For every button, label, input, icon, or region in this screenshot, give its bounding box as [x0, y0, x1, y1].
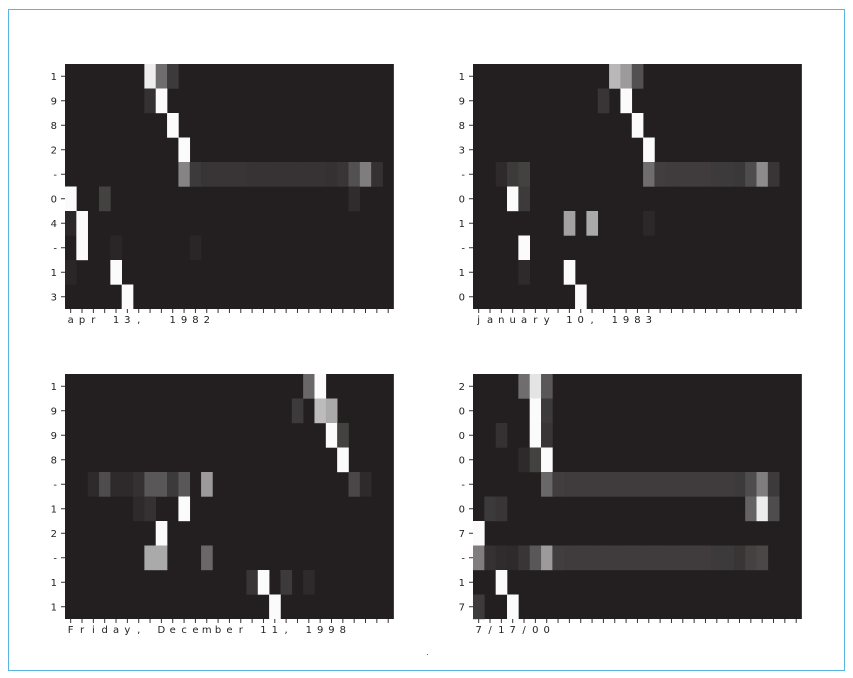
heatmap-cell [496, 497, 508, 522]
heatmap-cell [632, 64, 644, 89]
x-tick-label: F [67, 625, 74, 636]
y-tick-label: 2 [458, 381, 465, 393]
heatmap-cell [133, 497, 145, 522]
heatmap-cell [326, 399, 338, 424]
y-tick-label: 8 [50, 120, 57, 132]
heatmap-cell [598, 546, 610, 571]
x-tick-label: m [201, 625, 212, 636]
x-tick-label: c [181, 625, 187, 636]
x-tick-label: D [157, 625, 166, 636]
heatmap-cell [643, 162, 655, 187]
heatmap-cell [496, 570, 508, 595]
heatmap-cell [167, 64, 179, 89]
heatmap-cell [292, 162, 304, 187]
heatmap-cell [360, 162, 372, 187]
heatmap-cell [99, 187, 111, 212]
heatmap-cell [246, 570, 258, 595]
heatmap-cell [632, 472, 644, 497]
heatmap-cell [688, 546, 700, 571]
heatmap-cell [768, 162, 780, 187]
heatmap-cell [552, 546, 564, 571]
x-tick-label: 1 [305, 625, 312, 636]
y-tick-label: 9 [458, 96, 465, 108]
y-tick-label: 0 [458, 292, 465, 304]
x-tick-label: p [78, 315, 86, 326]
y-tick-label: 7 [458, 602, 465, 614]
heatmap-cell [224, 162, 236, 187]
heatmap-cell [246, 162, 258, 187]
y-tick-label: 7 [458, 528, 465, 540]
heatmap-cell [518, 546, 530, 571]
heatmap-cell [201, 472, 213, 497]
y-tick-label: 1 [458, 218, 465, 230]
heatmap-cell [643, 546, 655, 571]
x-tick-label: 1 [566, 315, 573, 326]
x-tick-label: , [137, 625, 141, 636]
heatmap-cell [734, 472, 746, 497]
heatmap-cell [167, 113, 179, 138]
heatmap-cell [722, 472, 734, 497]
heatmap-cell [609, 472, 621, 497]
heatmap-cell [666, 162, 678, 187]
x-tick-label: u [509, 315, 516, 326]
heatmap-cell [530, 546, 542, 571]
y-tick-label: 1 [50, 504, 57, 516]
heatmap-cell [99, 472, 111, 497]
x-tick-label: 8 [339, 625, 347, 636]
x-tick-label: y [124, 625, 131, 636]
heatmap-cell [609, 546, 621, 571]
heatmap-cell [711, 472, 723, 497]
heatmap-cell [620, 89, 632, 114]
y-tick-label: 1 [50, 577, 57, 589]
heatmap-cell [757, 497, 769, 522]
heatmap-cell [620, 64, 632, 89]
heatmap-cell [258, 570, 270, 595]
heatmap-cell [303, 570, 315, 595]
x-tick-label: , [284, 625, 288, 636]
x-tick-label: 8 [634, 315, 641, 326]
heatmap-cell [518, 448, 530, 473]
heatmap-cell [337, 448, 349, 473]
y-tick-label: - [461, 243, 465, 255]
heatmap-cell [507, 546, 519, 571]
heatmap-cell [484, 546, 496, 571]
x-tick-label: e [192, 625, 199, 636]
heatmap-cell [507, 187, 519, 212]
heatmap-cell [620, 546, 632, 571]
x-tick-label: a [486, 315, 494, 326]
heatmap-cell [122, 285, 134, 310]
y-tick-label: - [53, 553, 57, 565]
heatmap-cell [337, 162, 349, 187]
x-tick-label: 7 [509, 625, 516, 636]
y-tick-label: 2 [50, 528, 57, 540]
x-tick-label: 1 [271, 625, 278, 636]
y-tick-label: 9 [50, 406, 57, 418]
x-tick-label: r [533, 315, 538, 326]
x-tick-label: 3 [645, 315, 652, 326]
y-tick-label: 0 [50, 194, 57, 206]
x-tick-label: r [238, 625, 243, 636]
heatmap-cell [541, 546, 553, 571]
heatmap-cell [654, 472, 666, 497]
x-tick-label: r [91, 315, 96, 326]
heatmap-cell [564, 546, 576, 571]
y-tick-label: 3 [458, 145, 465, 157]
heatmap-cell [178, 472, 190, 497]
x-tick-label: a [67, 315, 74, 326]
heatmap-cell [156, 89, 168, 114]
heatmap-cell [757, 472, 769, 497]
x-tick-label: 9 [328, 625, 335, 636]
heatmap-cell [496, 423, 508, 448]
x-tick-label: , [137, 315, 141, 326]
heatmap-cell [677, 546, 689, 571]
y-tick-label: 8 [50, 455, 57, 467]
heatmap-cell [303, 162, 315, 187]
heatmap-cell [677, 472, 689, 497]
heatmap-cell [303, 374, 315, 399]
x-tick-label: 1 [112, 315, 120, 326]
heatmap-cell [156, 472, 168, 497]
heatmap-cell [144, 472, 156, 497]
heatmap-cell [235, 162, 247, 187]
heatmap-cell [745, 162, 757, 187]
heatmap-cell [586, 546, 598, 571]
heatmap-cell [564, 472, 576, 497]
heatmap-cell [609, 64, 621, 89]
heatmap-cell [688, 162, 700, 187]
y-tick-label: 0 [458, 455, 465, 467]
heatmap-cell [190, 162, 202, 187]
heatmap-cell [541, 472, 553, 497]
heatmap-cell [144, 546, 156, 571]
heatmap-cell [156, 64, 168, 89]
x-tick-label: y [543, 315, 550, 326]
x-tick-label: / [488, 625, 492, 636]
y-tick-label: 9 [50, 430, 57, 442]
heatmap-cell [326, 423, 338, 448]
heatmap-cell [530, 399, 542, 424]
heatmap-cell [280, 570, 292, 595]
heatmap-cell [541, 374, 553, 399]
y-tick-label: 9 [50, 96, 57, 108]
heatmap-cell [314, 374, 326, 399]
heatmap-cell [768, 497, 780, 522]
heatmap-cell [654, 162, 666, 187]
y-tick-label: - [53, 479, 57, 491]
heatmap-cell [473, 521, 485, 546]
heatmap-cell [643, 138, 655, 163]
heatmap-cell [518, 236, 530, 261]
heatmap-cell [65, 260, 77, 285]
x-tick-label: 0 [532, 625, 539, 636]
heatmap-cell [507, 595, 519, 620]
x-tick-label: 9 [316, 625, 324, 636]
heatmap-cell [190, 236, 202, 261]
x-tick-label: 1 [611, 315, 618, 326]
y-tick-label: - [461, 479, 465, 491]
heatmap-cell [110, 236, 122, 261]
x-tick-label: 0 [577, 315, 584, 326]
heatmap-cell [314, 399, 326, 424]
y-tick-label: 1 [50, 381, 57, 393]
heatmap-cell [666, 546, 678, 571]
heatmap-cell [65, 211, 77, 236]
x-tick-label: 1 [169, 315, 176, 326]
x-tick-label: 8 [192, 315, 199, 326]
heatmap-cell [575, 285, 587, 310]
heatmap-cell [654, 546, 666, 571]
x-tick-label: a [520, 315, 528, 326]
y-tick-label: 3 [50, 292, 57, 304]
heatmap-cell [314, 162, 326, 187]
heatmap-cell [722, 162, 734, 187]
heatmap-cell [632, 546, 644, 571]
heatmap-cell [688, 472, 700, 497]
heatmap-cell [122, 472, 134, 497]
y-tick-label: - [53, 243, 57, 255]
y-tick-label: 1 [50, 267, 57, 279]
heatmap-cell [598, 89, 610, 114]
heatmap-cell [349, 472, 361, 497]
heatmap-cell [360, 472, 372, 497]
heatmap-cell [269, 595, 281, 620]
heatmap-cell [734, 162, 746, 187]
heatmap-cell [349, 187, 361, 212]
x-tick-label: i [91, 625, 95, 636]
heatmap-cell [530, 374, 542, 399]
heatmap-cell [700, 162, 712, 187]
heatmap-cell [201, 546, 213, 571]
heatmap-cell [496, 162, 508, 187]
y-tick-label: - [53, 169, 57, 181]
x-tick-label: j [477, 315, 481, 326]
heatmap-cell [541, 448, 553, 473]
x-tick-label: a [112, 625, 120, 636]
x-tick-label: e [169, 625, 176, 636]
heatmap-cell [586, 211, 598, 236]
heatmap-cell [110, 260, 122, 285]
heatmap-cell [518, 374, 530, 399]
heatmap-cell [178, 497, 190, 522]
heatmap-cell [586, 472, 598, 497]
heatmap-cell [632, 113, 644, 138]
heatmap-cell [666, 472, 678, 497]
y-tick-label: 1 [50, 71, 57, 83]
heatmap-cell [700, 546, 712, 571]
heatmap-cell [326, 162, 338, 187]
heatmap-cell [711, 546, 723, 571]
heatmap-cell [473, 595, 485, 620]
x-tick-label: b [214, 625, 222, 636]
heatmap-cell [371, 162, 383, 187]
y-tick-label: - [461, 553, 465, 565]
y-tick-label: 8 [458, 120, 465, 132]
heatmap-cell [76, 211, 88, 236]
heatmap-cell [757, 546, 769, 571]
heatmap-cell [292, 399, 304, 424]
x-tick-label: 3 [124, 315, 131, 326]
heatmap-cell [541, 423, 553, 448]
heatmap-cell [518, 187, 530, 212]
heatmap-cell [110, 472, 122, 497]
heatmap-cell [144, 89, 156, 114]
stray-dot [427, 654, 428, 655]
heatmap-cell [518, 162, 530, 187]
x-tick-label: 0 [543, 625, 550, 636]
heatmap-cell [473, 546, 485, 571]
x-tick-label: n [498, 315, 505, 326]
heatmap-cell [700, 472, 712, 497]
heatmap-cell [496, 546, 508, 571]
x-tick-label: 9 [180, 315, 188, 326]
x-tick-label: e [226, 625, 233, 636]
heatmap-cell [575, 472, 587, 497]
y-tick-label: 0 [458, 430, 465, 442]
heatmap-cell [65, 187, 77, 212]
heatmap-cell [167, 472, 179, 497]
heatmap-cell [269, 162, 281, 187]
heatmap-cell [564, 260, 576, 285]
heatmap-cell [76, 236, 88, 261]
heatmap-cell [711, 162, 723, 187]
y-tick-label: 1 [458, 71, 465, 83]
heatmap-cell [768, 472, 780, 497]
heatmap-cell [598, 472, 610, 497]
x-tick-label: , [590, 315, 594, 326]
heatmap-cell [88, 472, 100, 497]
heatmap-cell [212, 162, 224, 187]
y-tick-label: 1 [458, 577, 465, 589]
heatmap-cell [620, 472, 632, 497]
heatmap-cell [552, 472, 564, 497]
heatmap-cell [745, 472, 757, 497]
x-tick-label: 1 [498, 625, 505, 636]
heatmap-cell [144, 64, 156, 89]
heatmap-cell [484, 497, 496, 522]
heatmap-cell [745, 497, 757, 522]
heatmap-cell [349, 162, 361, 187]
y-tick-label: 2 [50, 145, 57, 157]
heatmap-cell [507, 162, 519, 187]
heatmap-cell [178, 162, 190, 187]
heatmap-cell [518, 260, 530, 285]
x-tick-label: 2 [203, 315, 210, 326]
heatmap-cell [337, 423, 349, 448]
heatmap-cell [541, 399, 553, 424]
heatmap-cell [280, 162, 292, 187]
y-tick-label: - [461, 169, 465, 181]
heatmap-cell [258, 162, 270, 187]
heatmap-cell [745, 546, 757, 571]
heatmap-cell [530, 448, 542, 473]
x-tick-label: 1 [260, 625, 267, 636]
heatmap-cell [156, 546, 168, 571]
x-tick-label: 7 [475, 625, 482, 636]
heatmap-cell [722, 546, 734, 571]
y-tick-label: 0 [458, 504, 465, 516]
heatmap-cell [643, 472, 655, 497]
heatmap-cell [201, 162, 213, 187]
heatmap-cell [133, 472, 145, 497]
heatmap-cell [564, 211, 576, 236]
heatmap-cell [156, 521, 168, 546]
x-tick-label: 9 [622, 315, 630, 326]
heatmap-cell [144, 497, 156, 522]
y-tick-label: 0 [458, 194, 465, 206]
x-tick-label: d [101, 625, 108, 636]
y-tick-label: 1 [50, 602, 57, 614]
y-tick-label: 0 [458, 406, 465, 418]
heatmap-cell [643, 211, 655, 236]
heatmap-cell [575, 546, 587, 571]
heatmap-cell [757, 162, 769, 187]
heatmap-cell [734, 546, 746, 571]
y-tick-label: 1 [458, 267, 465, 279]
heatmap-cell [530, 423, 542, 448]
heatmap-cell [677, 162, 689, 187]
heatmap-cell [178, 138, 190, 163]
x-tick-label: r [79, 625, 85, 636]
y-tick-label: 4 [50, 218, 57, 230]
x-tick-label: / [522, 625, 526, 636]
